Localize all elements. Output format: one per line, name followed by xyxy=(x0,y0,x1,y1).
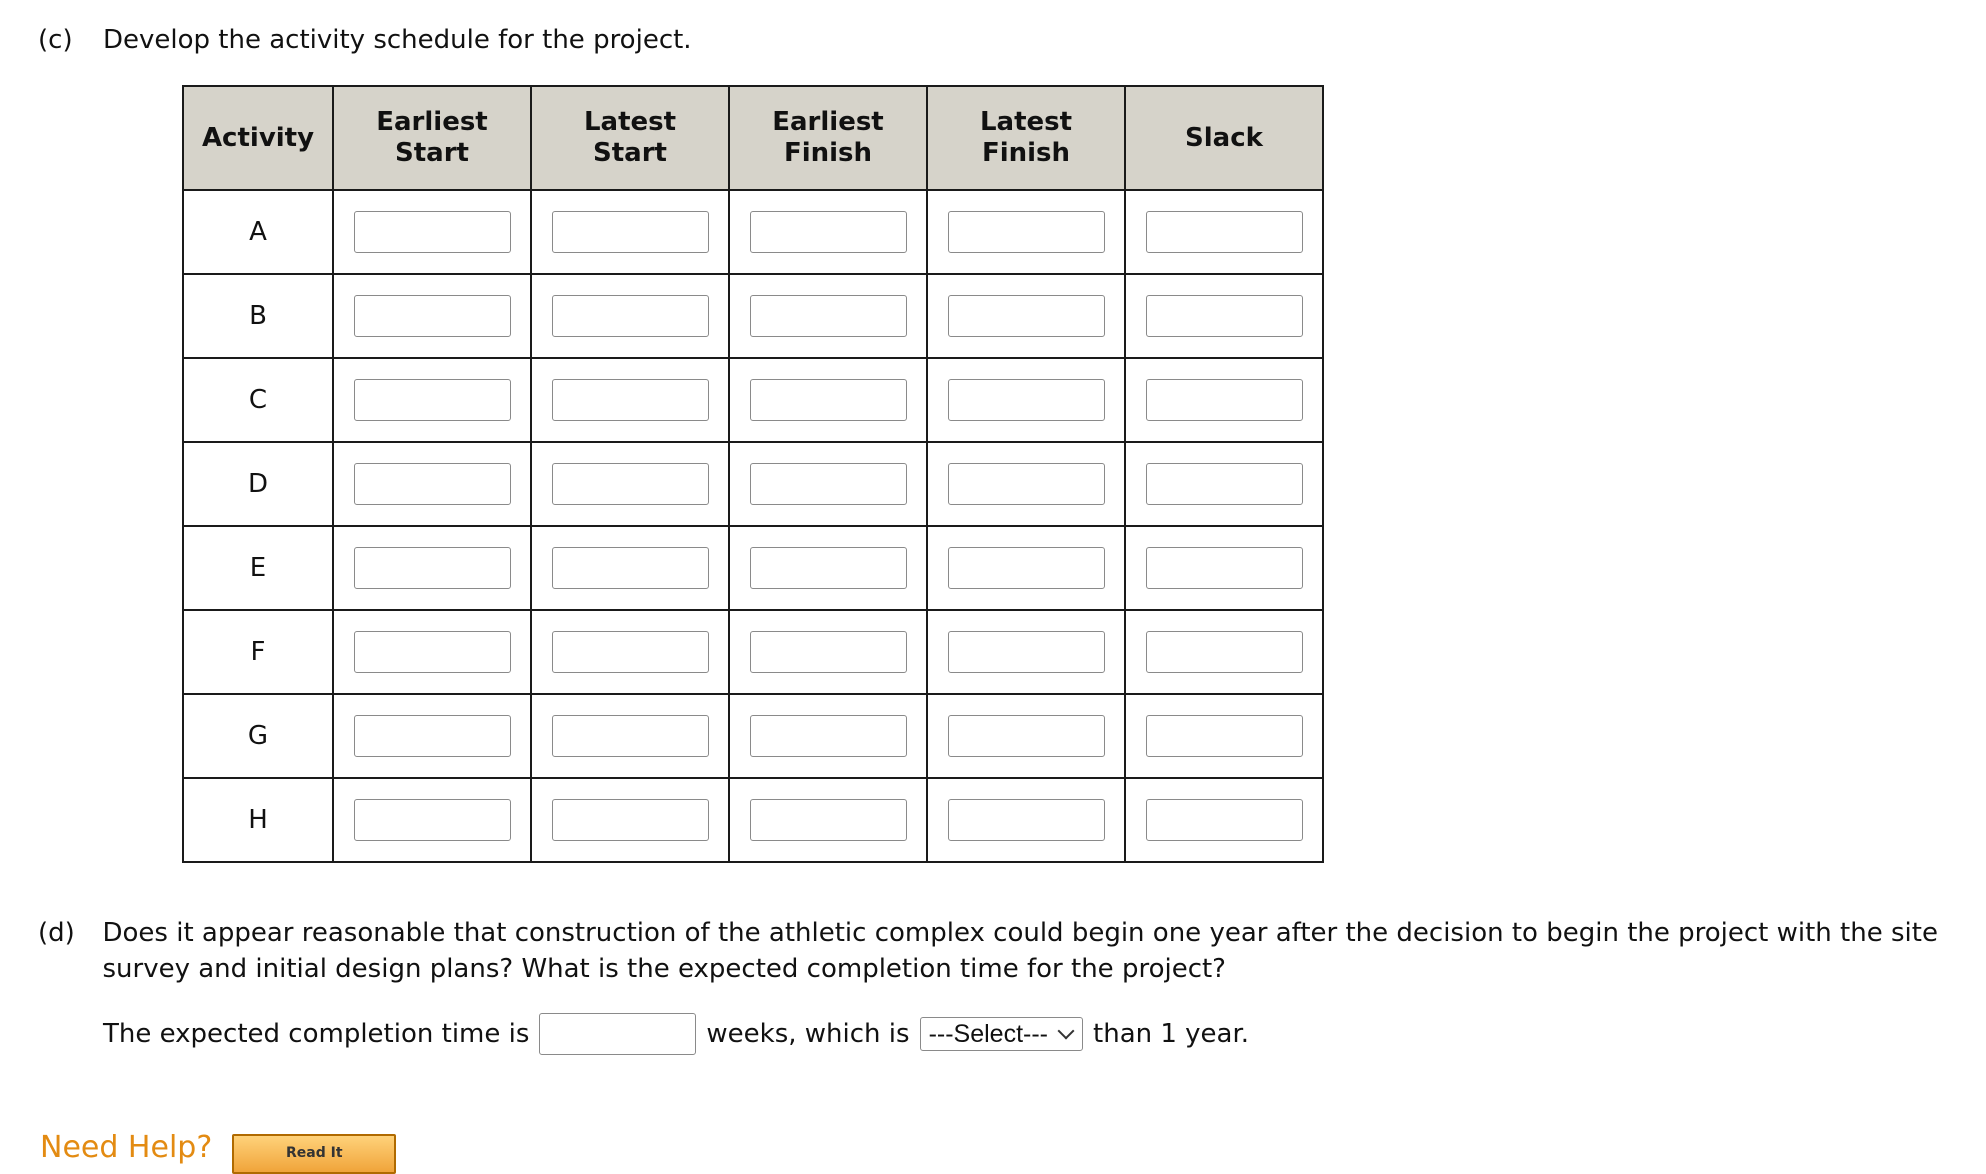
earliest-finish-input-c[interactable] xyxy=(750,379,907,421)
latest-start-input-g[interactable] xyxy=(552,715,709,757)
latest-finish-cell xyxy=(927,190,1125,274)
slack-input-c[interactable] xyxy=(1146,379,1303,421)
activity-cell: C xyxy=(183,358,333,442)
header-earliest-start-line1: Earliest xyxy=(376,107,488,137)
latest-start-cell xyxy=(531,358,729,442)
header-earliest-start-line2: Start xyxy=(395,138,469,168)
earliest-start-input-c[interactable] xyxy=(354,379,511,421)
header-latest-start xyxy=(531,86,729,190)
earliest-finish-input-g[interactable] xyxy=(750,715,907,757)
earliest-start-cell xyxy=(333,526,531,610)
slack-cell xyxy=(1125,442,1323,526)
need-help-label: Need Help? xyxy=(40,1130,213,1165)
part-c-label: (c) xyxy=(38,25,73,55)
latest-start-cell xyxy=(531,610,729,694)
read-it-button[interactable]: Read It xyxy=(232,1134,396,1174)
earliest-start-cell xyxy=(333,274,531,358)
latest-start-input-c[interactable] xyxy=(552,379,709,421)
earliest-start-input-e[interactable] xyxy=(354,547,511,589)
latest-finish-input-f[interactable] xyxy=(948,631,1105,673)
latest-finish-input-c[interactable] xyxy=(948,379,1105,421)
part-c-prompt xyxy=(38,22,692,58)
activity-cell: F xyxy=(183,610,333,694)
slack-cell xyxy=(1125,694,1323,778)
latest-finish-cell xyxy=(927,526,1125,610)
latest-finish-cell xyxy=(927,778,1125,862)
table-row xyxy=(183,274,1323,358)
answer-suffix: than 1 year. xyxy=(1093,1019,1250,1049)
table-row xyxy=(183,610,1323,694)
latest-finish-input-g[interactable] xyxy=(948,715,1105,757)
earliest-start-input-g[interactable] xyxy=(354,715,511,757)
slack-cell xyxy=(1125,778,1323,862)
comparison-select[interactable] xyxy=(920,1017,1083,1051)
slack-cell xyxy=(1125,610,1323,694)
table-body xyxy=(183,190,1323,862)
earliest-start-cell xyxy=(333,778,531,862)
slack-input-e[interactable] xyxy=(1146,547,1303,589)
latest-finish-input-h[interactable] xyxy=(948,799,1105,841)
earliest-finish-input-b[interactable] xyxy=(750,295,907,337)
slack-cell xyxy=(1125,358,1323,442)
table-row xyxy=(183,778,1323,862)
earliest-finish-cell xyxy=(729,526,927,610)
latest-finish-input-a[interactable] xyxy=(948,211,1105,253)
latest-finish-cell xyxy=(927,274,1125,358)
earliest-start-cell xyxy=(333,358,531,442)
help-section xyxy=(40,1130,396,1174)
earliest-finish-input-e[interactable] xyxy=(750,547,907,589)
header-latest-finish-line2: Finish xyxy=(981,138,1071,168)
slack-input-f[interactable] xyxy=(1146,631,1303,673)
part-c-text: Develop the activity schedule for the project. xyxy=(103,25,692,55)
latest-start-cell xyxy=(531,190,729,274)
completion-answer-line xyxy=(103,1012,1249,1056)
slack-input-a[interactable] xyxy=(1146,211,1303,253)
table-row xyxy=(183,526,1323,610)
earliest-start-input-b[interactable] xyxy=(354,295,511,337)
earliest-finish-input-a[interactable] xyxy=(750,211,907,253)
table-row xyxy=(183,694,1323,778)
latest-finish-cell xyxy=(927,610,1125,694)
header-earliest-finish-line1: Earliest xyxy=(772,107,884,137)
slack-input-h[interactable] xyxy=(1146,799,1303,841)
latest-start-input-h[interactable] xyxy=(552,799,709,841)
earliest-finish-input-h[interactable] xyxy=(750,799,907,841)
earliest-finish-cell xyxy=(729,274,927,358)
latest-start-input-f[interactable] xyxy=(552,631,709,673)
latest-start-cell xyxy=(531,526,729,610)
activity-cell: A xyxy=(183,190,333,274)
part-d-question-line2: survey and initial design plans? What is the expected completion time for the project? xyxy=(102,954,1226,984)
completion-time-input[interactable] xyxy=(539,1013,696,1055)
part-d-question-line1: Does it appear reasonable that construction of the athletic complex could begin one year after the decision to begin the project with the site xyxy=(102,918,1938,948)
latest-start-input-b[interactable] xyxy=(552,295,709,337)
latest-finish-input-b[interactable] xyxy=(948,295,1105,337)
table-row xyxy=(183,358,1323,442)
slack-input-g[interactable] xyxy=(1146,715,1303,757)
answer-prefix: The expected completion time is xyxy=(103,1019,530,1049)
latest-start-cell xyxy=(531,274,729,358)
earliest-finish-cell xyxy=(729,778,927,862)
header-earliest-finish-line2: Finish xyxy=(783,138,873,168)
latest-finish-input-e[interactable] xyxy=(948,547,1105,589)
slack-cell xyxy=(1125,274,1323,358)
latest-start-cell xyxy=(531,778,729,862)
earliest-finish-cell xyxy=(729,358,927,442)
earliest-finish-cell xyxy=(729,442,927,526)
latest-start-cell xyxy=(531,442,729,526)
header-latest-finish xyxy=(927,86,1125,190)
earliest-finish-cell xyxy=(729,694,927,778)
activity-cell: D xyxy=(183,442,333,526)
earliest-start-input-f[interactable] xyxy=(354,631,511,673)
part-d-prompt xyxy=(38,915,1938,987)
latest-start-input-d[interactable] xyxy=(552,463,709,505)
activity-cell: B xyxy=(183,274,333,358)
earliest-start-cell xyxy=(333,442,531,526)
answer-middle: weeks, which is xyxy=(706,1019,910,1049)
earliest-start-cell xyxy=(333,694,531,778)
latest-finish-input-d[interactable] xyxy=(948,463,1105,505)
earliest-finish-input-d[interactable] xyxy=(750,463,907,505)
header-slack: Slack xyxy=(1125,86,1323,190)
slack-cell xyxy=(1125,526,1323,610)
chevron-down-icon xyxy=(1058,1023,1075,1040)
slack-input-d[interactable] xyxy=(1146,463,1303,505)
table-row xyxy=(183,442,1323,526)
latest-start-input-e[interactable] xyxy=(552,547,709,589)
earliest-finish-cell xyxy=(729,610,927,694)
earliest-finish-input-f[interactable] xyxy=(750,631,907,673)
table-row xyxy=(183,190,1323,274)
slack-input-b[interactable] xyxy=(1146,295,1303,337)
activity-cell: G xyxy=(183,694,333,778)
header-earliest-start xyxy=(333,86,531,190)
latest-start-input-a[interactable] xyxy=(552,211,709,253)
latest-finish-cell xyxy=(927,694,1125,778)
earliest-start-input-h[interactable] xyxy=(354,799,511,841)
header-latest-start-line2: Start xyxy=(593,138,667,168)
latest-finish-cell xyxy=(927,358,1125,442)
header-earliest-finish xyxy=(729,86,927,190)
earliest-start-cell xyxy=(333,190,531,274)
header-activity: Activity xyxy=(183,86,333,190)
activity-schedule-table xyxy=(182,85,1324,863)
slack-cell xyxy=(1125,190,1323,274)
earliest-finish-cell xyxy=(729,190,927,274)
part-d-label: (d) xyxy=(38,918,75,948)
latest-start-cell xyxy=(531,694,729,778)
header-latest-start-line1: Latest xyxy=(583,107,677,137)
activity-cell: E xyxy=(183,526,333,610)
comparison-select-value: ---Select--- xyxy=(928,1020,1049,1048)
table-header-row xyxy=(183,86,1323,190)
earliest-start-cell xyxy=(333,610,531,694)
header-latest-finish-line1: Latest xyxy=(979,107,1073,137)
earliest-start-input-d[interactable] xyxy=(354,463,511,505)
latest-finish-cell xyxy=(927,442,1125,526)
activity-cell: H xyxy=(183,778,333,862)
earliest-start-input-a[interactable] xyxy=(354,211,511,253)
